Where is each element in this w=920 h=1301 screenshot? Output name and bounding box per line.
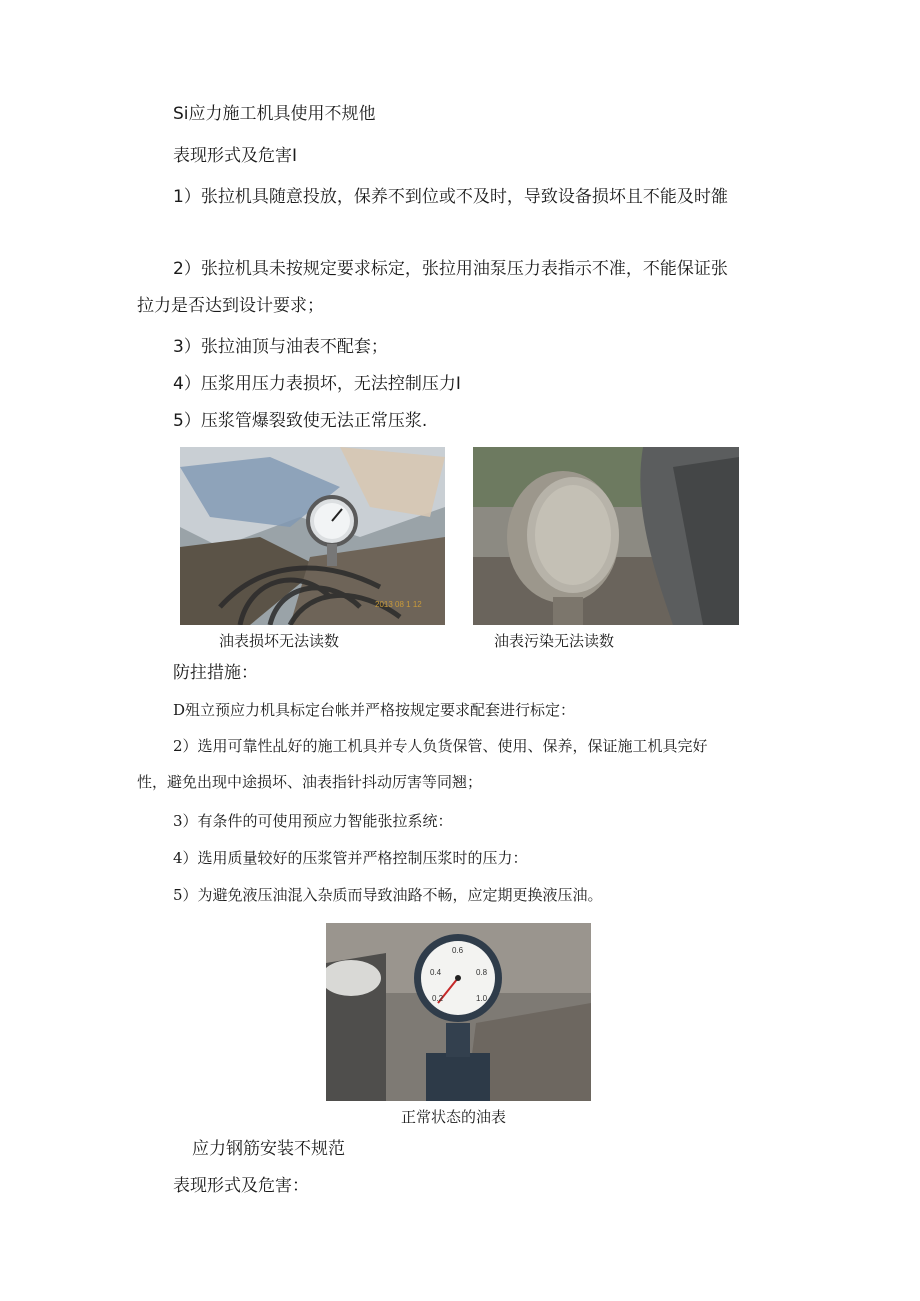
section1-item-4: 4）压浆用压力表损坏，无法控制压力I: [173, 374, 461, 394]
prevention-item-2: 2）选用可靠性乩好的施工机具并专人负货保管、使用、保养，保证施工机具完好: [173, 737, 708, 755]
svg-text:1.0: 1.0: [476, 994, 488, 1003]
photo-damaged-gauge: [180, 447, 445, 625]
caption-damaged-gauge: 油表损坏无法读数: [219, 632, 340, 650]
caption-dirty-gauge: 油表污染无法读数: [494, 632, 615, 650]
svg-text:2013 08 1 12: 2013 08 1 12: [375, 600, 422, 609]
prevention-item-2-cont: 性，避免出现中途损坏、油表指针抖动厉害等同翘；: [137, 773, 483, 791]
section1-item-2-cont: 拉力是否达到设计要求；: [137, 296, 324, 316]
section1-item-5: 5）压浆管爆裂致使无法正常压浆.: [173, 411, 428, 431]
svg-text:0.6: 0.6: [452, 946, 464, 955]
photo-normal-gauge: [326, 923, 591, 1101]
prevention-item-1: D殂立预应力机具标定台帐并严格按规定要求配套进行标定：: [173, 701, 576, 719]
prevention-item-5: 5）为避免液压油混入杂质而导致油路不畅，应定期更换液压油。: [173, 886, 603, 904]
svg-text:0.8: 0.8: [476, 968, 488, 977]
svg-text:0.2: 0.2: [432, 994, 444, 1003]
prevention-heading: 防拄措施：: [173, 663, 258, 683]
photo-dirty-gauge: [473, 447, 739, 625]
section1-item-3: 3）张拉油顶与油表不配套；: [173, 337, 388, 357]
section1-item-1: 1）张拉机具随意投放，保养不到位或不及时，导致设备损坏且不能及时雒: [173, 187, 728, 207]
section1-title: Si应力施工机具使用不规他: [173, 104, 376, 124]
section1-manifest-heading: 表现形式及危害I: [173, 146, 298, 166]
svg-text:0.4: 0.4: [430, 968, 442, 977]
caption-normal-gauge: 正常状态的油表: [401, 1108, 507, 1126]
section2-title: 应力钢筋安装不规范: [192, 1139, 345, 1159]
section1-item-2: 2）张拉机具未按规定要求标定，张拉用油泵压力表指示不准，不能保证张: [173, 259, 728, 279]
section2-manifest-heading: 表现形式及危害：: [173, 1176, 309, 1196]
prevention-item-3: 3）有条件的可使用预应力智能张拉系统：: [173, 812, 453, 830]
prevention-item-4: 4）选用质量较好的压浆管并严格控制压浆时的压力：: [173, 849, 528, 867]
